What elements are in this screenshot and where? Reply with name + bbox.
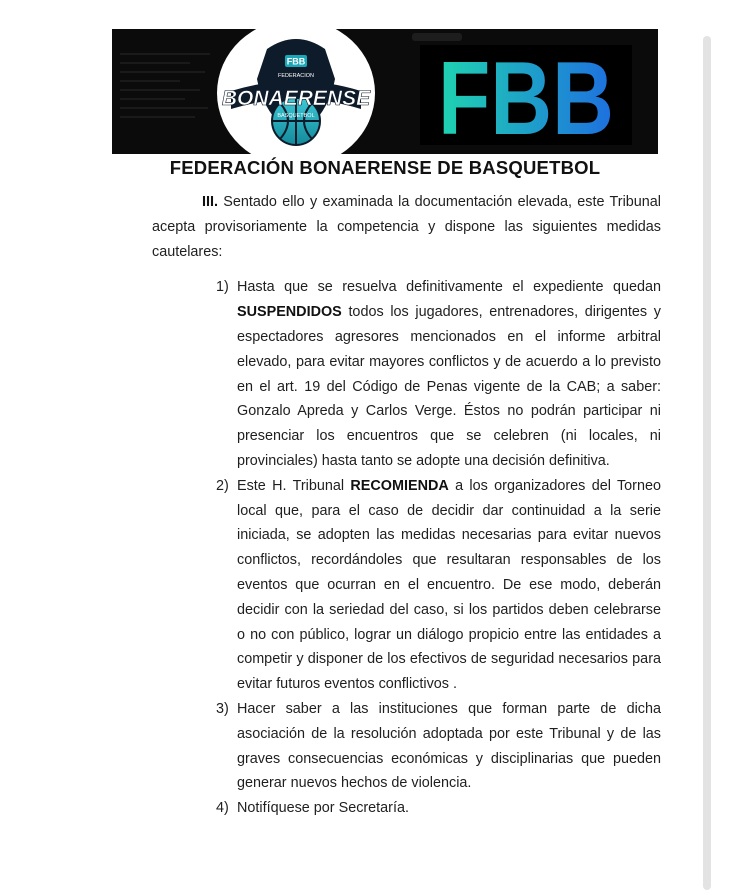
list-item: [216, 474, 661, 697]
list-item-emphasis: SUSPENDIDOS: [237, 304, 342, 321]
banner-background-text: [120, 53, 220, 143]
list-item-text: Este H. Tribunal: [237, 477, 351, 494]
list-item: [216, 275, 661, 473]
fbb-wordmark-text: FBB: [438, 45, 614, 145]
logo-bottom-text: BASQUETBOL: [277, 113, 315, 119]
section-numeral: III.: [202, 194, 218, 210]
logo-small-text: FEDERACION: [277, 73, 315, 79]
list-item: [216, 796, 661, 821]
list-item: [216, 697, 661, 796]
document-body: [152, 190, 661, 821]
list-item-text: todos los jugadores, entrenadores, dirigentes y espectadores agresores mencionados en el informe arbitral elevado, para evitar mayores conflictos y de acuerdo a lo previsto en el art. 19 del Código de Penas vigente de la CAB; a saber: Gonzalo Apreda y Carlos Verge. Éstos no podrán participar ni presenciar los encuentros que se celebren (ni locales, ni provinciales) hasta tanto se adopte una decisión definitiva.: [237, 304, 661, 469]
list-item-emphasis: RECOMIENDA: [350, 477, 449, 494]
fbb-wordmark: [420, 45, 632, 145]
list-item-text: a los organizadores del Torneo local que, para el caso de decidir dar continuidad a la serie iniciada, se adopten las medidas necesarias para evitar nuevos conflictos, recordándoles que resultaran responsables de los eventos que ocurran en el encuentro. De ese modo, deberán decidir con la seriedad del caso, si los partidos deben celebrarse o no con público, lograr un diálogo propicio entre las entidades a competir y disponer de los efectivos de seguridad necesarios para evitar futuros eventos conflictivos .: [237, 477, 661, 693]
list-item-text: Hacer saber a las instituciones que forman parte de dicha asociación de la resolución adoptada por este Tribunal y de las graves consecuencias económicas y disciplinarias que pueden generar nuevos hechos de violencia.: [237, 700, 661, 792]
list-item-number: 1): [216, 279, 229, 296]
vertical-scrollbar[interactable]: [703, 36, 711, 890]
logo-badge-text: FBB: [286, 56, 306, 67]
federation-logo: [217, 29, 375, 154]
intro-text: Sentado ello y examinada la documentación elevada, este Tribunal acepta provisoriamente la competencia y dispone las siguientes medidas cautelares:: [152, 194, 661, 260]
list-item-number: 2): [216, 477, 229, 494]
list-item-number: 3): [216, 700, 229, 717]
banner-background-button: [412, 33, 462, 41]
document-title: FEDERACIÓN BONAERENSE DE BASQUETBOL: [169, 157, 601, 178]
list-item-number: 4): [216, 800, 229, 817]
intro-paragraph: [152, 190, 661, 264]
measures-list: [152, 275, 661, 821]
list-item-text: Hasta que se resuelva definitivamente el expediente quedan: [237, 279, 661, 296]
header-banner: [112, 29, 658, 154]
logo-main-text: BONAERENSE: [221, 87, 371, 110]
list-item-text: Notifíquese por Secretaría.: [237, 800, 409, 817]
